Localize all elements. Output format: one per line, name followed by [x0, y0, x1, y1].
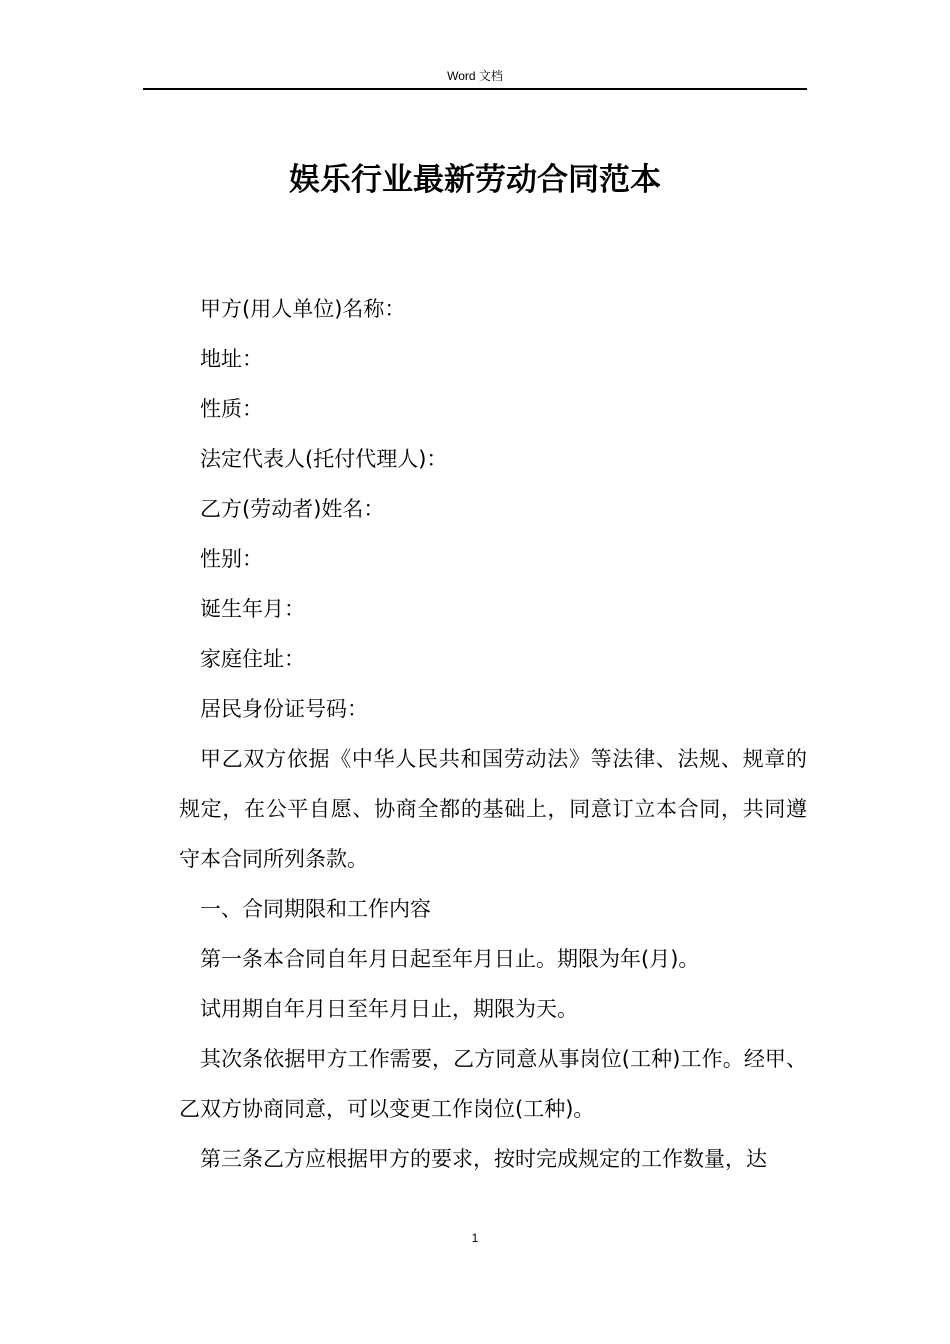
paragraph-gender: 性别： — [200, 547, 263, 571]
paragraph-article-3: 第三条乙方应根据甲方的要求，按时完成规定的工作数量，达 — [200, 1147, 767, 1171]
paragraph-nature: 性质： — [200, 397, 263, 421]
paragraph-party-a-name: 甲方(用人单位)名称： — [200, 297, 406, 321]
paragraph-party-b-name: 乙方(劳动者)姓名： — [200, 497, 385, 521]
paragraph-birth-date: 诞生年月： — [200, 597, 305, 621]
page-footer — [0, 1228, 950, 1248]
paragraph-article-2: 其次条依据甲方工作需要，乙方同意从事岗位(工种)工作。经甲、乙双方协商同意，可以变更工作岗位(工种)。 — [179, 1047, 807, 1121]
paragraph-probation: 试用期自年月日至年月日止，期限为天。 — [200, 997, 578, 1021]
header-text: Word 文档 — [447, 69, 503, 83]
paragraph-id-number: 居民身份证号码： — [200, 697, 368, 721]
paragraph-home-address: 家庭住址： — [200, 647, 305, 671]
section-heading-term-and-work: 一、合同期限和工作内容 — [200, 897, 431, 921]
paragraph-address: 地址： — [200, 347, 263, 371]
paragraph-article-1: 第一条本合同自年月日起至年月日止。期限为年(月)。 — [200, 947, 700, 971]
page-header — [143, 66, 807, 90]
document-body — [179, 284, 807, 1184]
page-number: 1 — [471, 1231, 479, 1245]
paragraph-preamble: 甲乙双方依据《中华人民共和国劳动法》等法律、法规、规章的规定，在公平自愿、协商全都的基础上，同意订立本合同，共同遵守本合同所列条款。 — [179, 747, 807, 871]
paragraph-legal-representative: 法定代表人(托付代理人)： — [200, 447, 448, 471]
document-title: 娱乐行业最新劳动合同范本 — [289, 162, 661, 198]
